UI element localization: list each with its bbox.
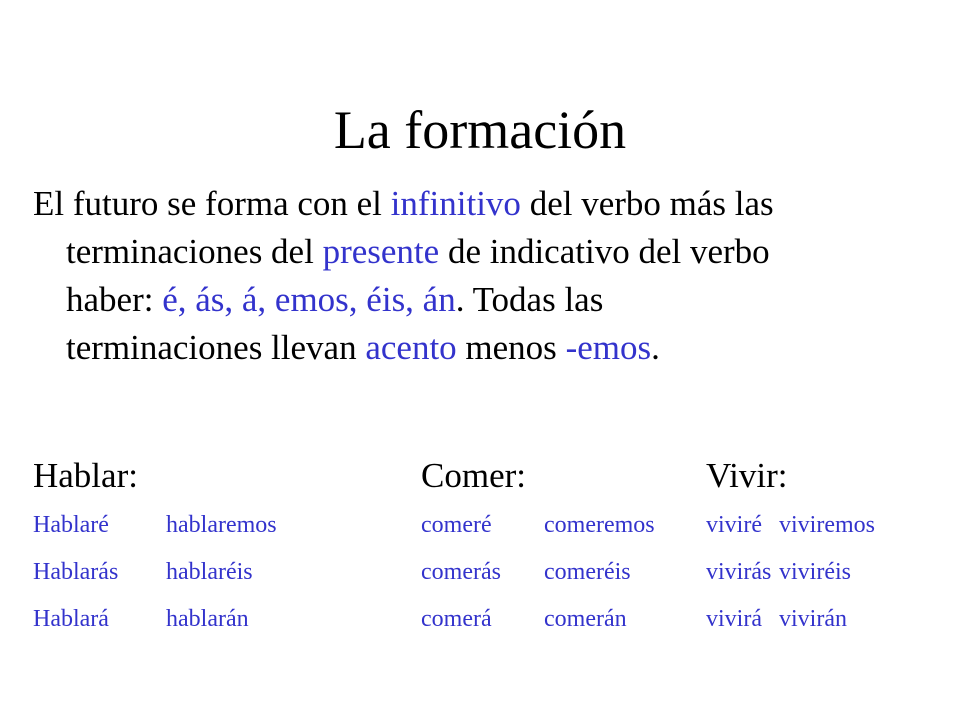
highlight-emos: -emos [565,328,652,367]
plural-form: comeremos [544,512,655,538]
singular-form: comerás [421,559,501,585]
paragraph-text: de indicativo del verbo [439,232,770,271]
plural-form: hablaréis [166,559,253,585]
conjugation-row [706,549,875,596]
paragraph-text: del verbo más las [520,184,774,223]
singular-form: Hablarás [33,559,119,585]
highlight-endings: é, ás, á, emos, éis, án [162,280,456,319]
conjugation-row [421,549,655,596]
singular-form: comerá [421,606,492,632]
highlight-acento: acento [365,328,457,367]
plural-form: viviremos [779,512,875,538]
slide-title: La formación [333,100,627,160]
singular-form: Hablaré [33,512,109,538]
paragraph-text: . [651,328,660,367]
paragraph-text: terminaciones del [66,232,323,271]
verb-heading: Hablar: [33,456,138,495]
singular-form: vivirás [706,559,772,585]
conjugation-row [706,596,875,643]
singular-form: viviré [706,512,762,538]
paragraph-text: menos [456,328,566,367]
verb-heading: Comer: [421,456,526,495]
plural-form: hablaremos [166,512,277,538]
singular-form: comeré [421,512,492,538]
conjugation-row [421,502,655,549]
highlight-presente: presente [322,232,440,271]
plural-form: comerán [544,606,627,632]
paragraph-text: haber: [66,280,163,319]
conjugation-column-vivir [706,452,875,643]
plural-form: comeréis [544,559,631,585]
conjugation-row [33,502,277,549]
singular-form: vivirá [706,606,762,632]
singular-form: Hablará [33,606,109,632]
paragraph-line-2 [33,228,953,276]
conjugation-forms [421,502,655,643]
paragraph-text: . Todas las [455,280,604,319]
conjugation-column-hablar [33,452,277,643]
paragraph-text: terminaciones llevan [66,328,366,367]
conjugation-forms [706,502,875,643]
paragraph-text: El futuro se forma con el [33,184,391,223]
plural-form: hablarán [166,606,249,632]
plural-form: vivirán [779,606,847,632]
explanation-paragraph [33,180,953,372]
highlight-infinitivo: infinitivo [390,184,521,223]
verb-heading: Vivir: [706,456,788,495]
conjugation-row [33,549,277,596]
conjugation-row [421,596,655,643]
conjugation-row [33,596,277,643]
plural-form: viviréis [779,559,851,585]
conjugation-row [706,502,875,549]
paragraph-line-4 [33,324,953,372]
conjugation-column-comer [421,452,655,643]
paragraph-line-1 [33,180,953,228]
paragraph-line-3 [33,276,953,324]
conjugation-forms [33,502,277,643]
